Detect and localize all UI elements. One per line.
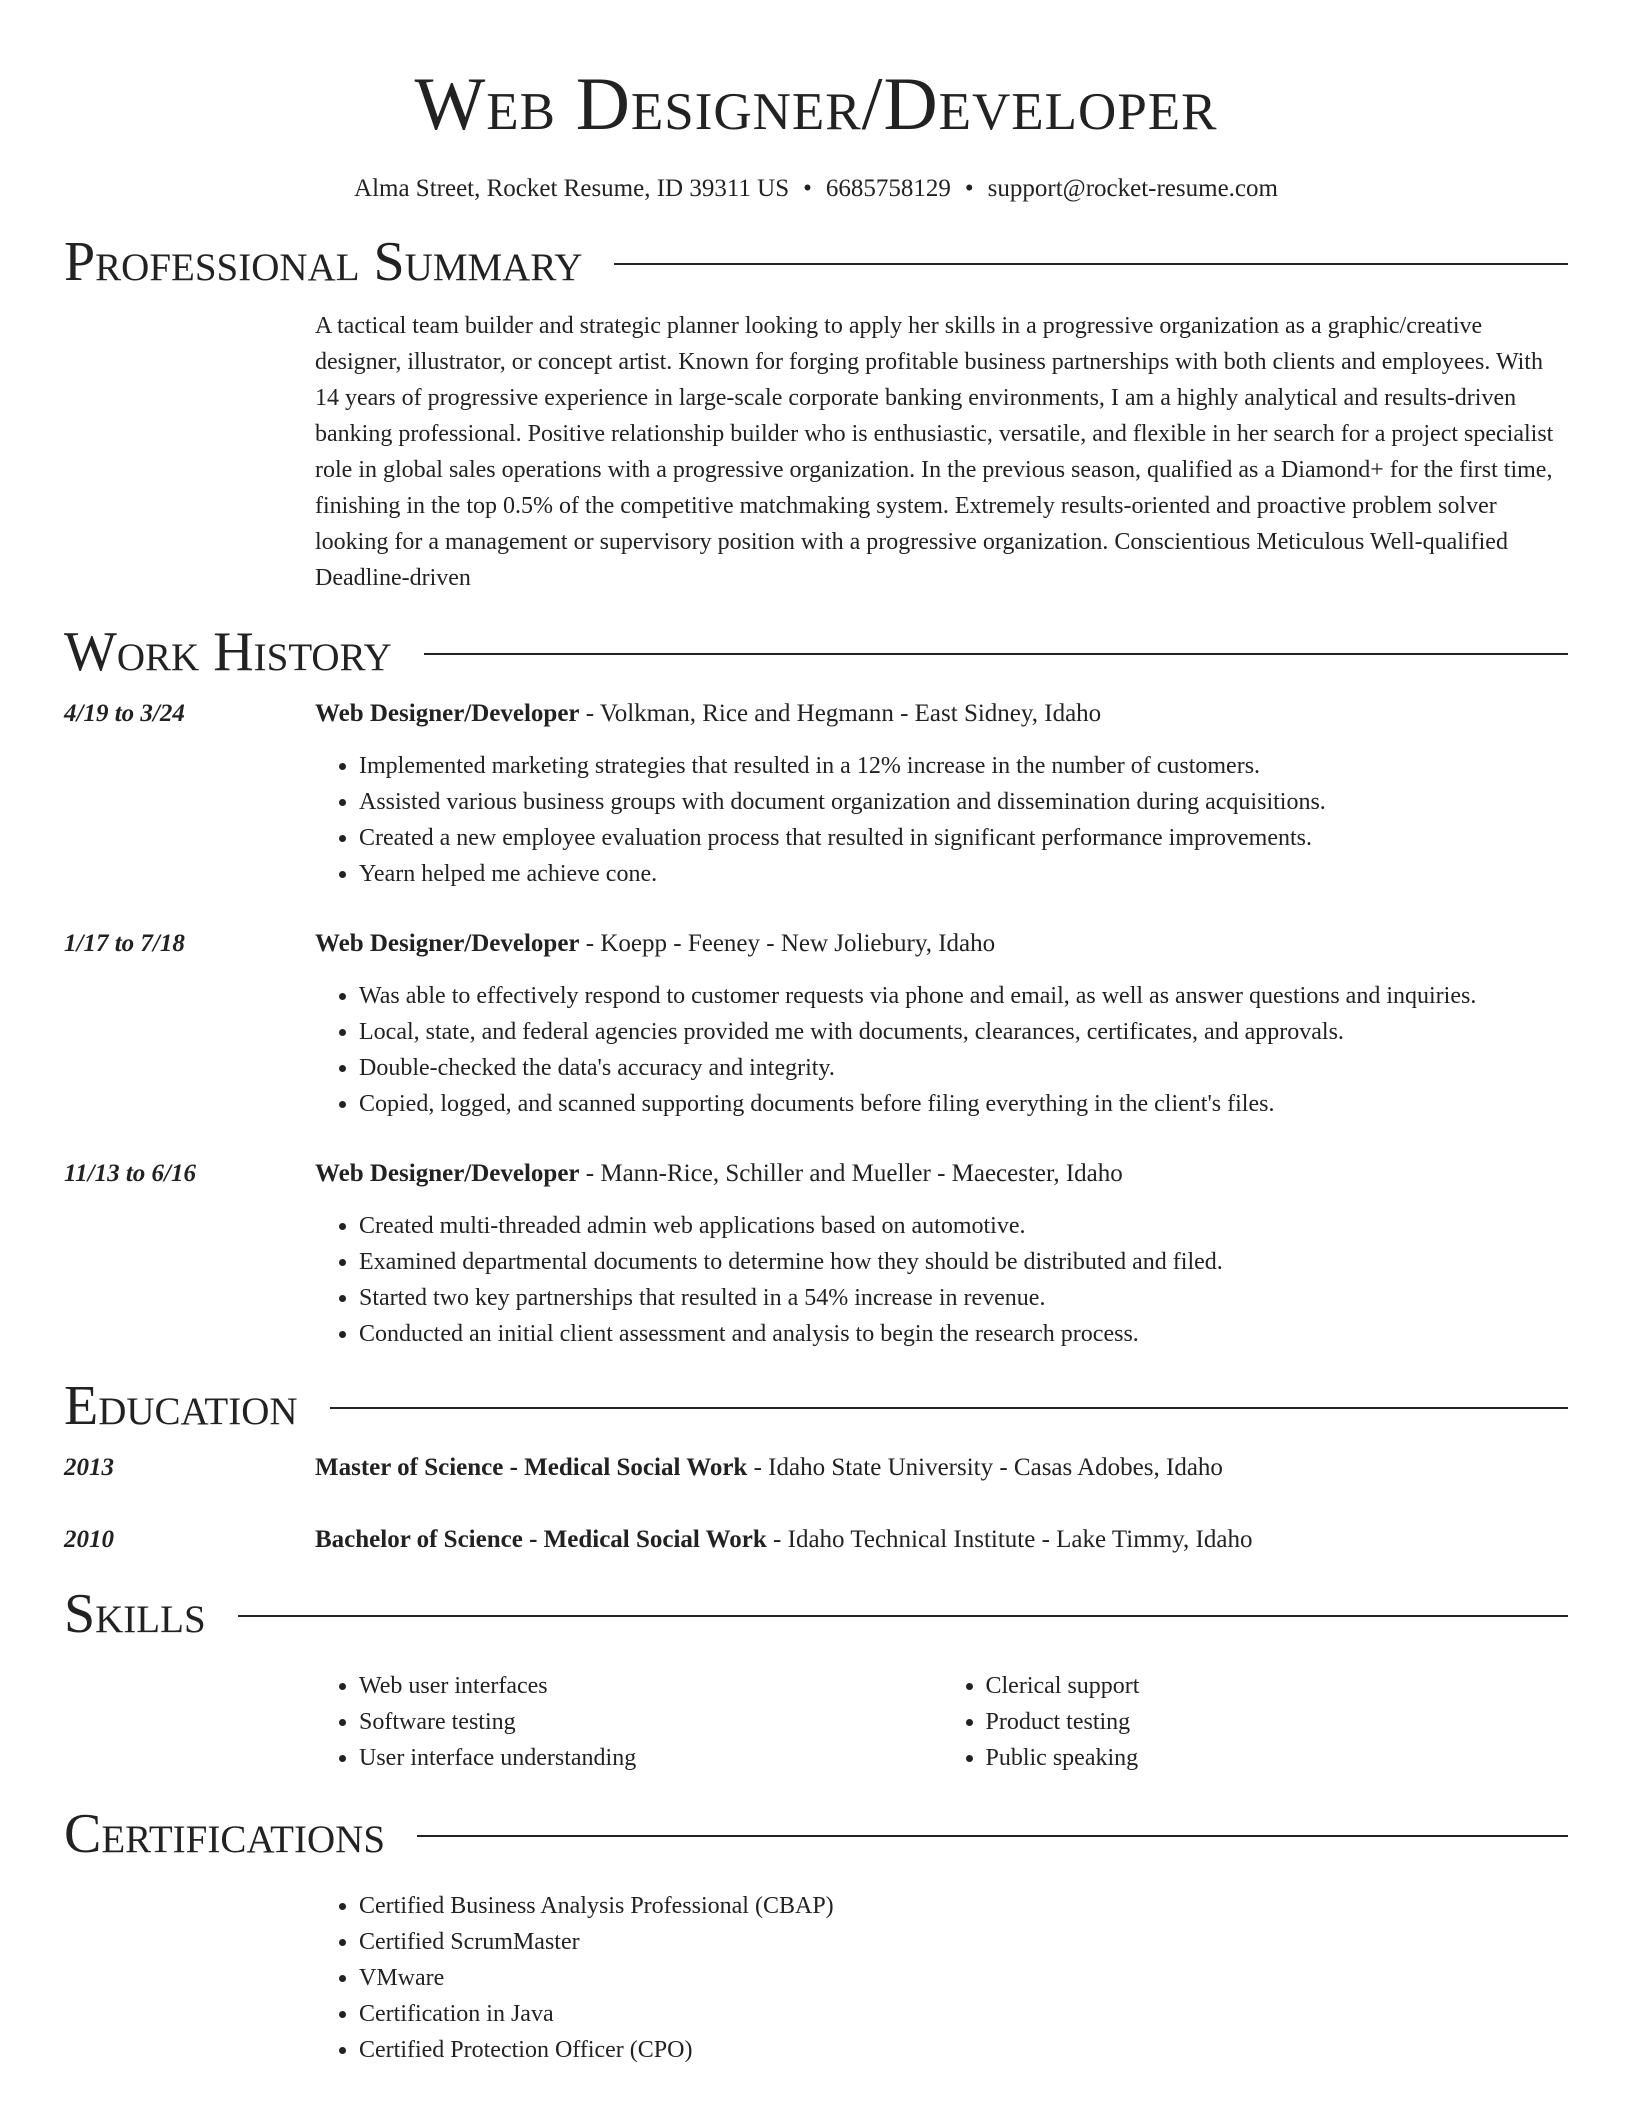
section-divider	[614, 263, 1568, 265]
section-header-skills	[64, 1582, 1568, 1646]
contact-phone: 6685758129	[825, 175, 951, 202]
job-employer: - Koepp - Feeney - New Joliebury, Idaho	[579, 930, 996, 957]
list-item: • Local, state, and federal agencies provided me with documents, clearances, certificates, and approvals.	[359, 1014, 1568, 1050]
resume-title: Web Designer/Developer	[414, 63, 1218, 146]
job-entry	[64, 1156, 1568, 1352]
list-item: • Software testing	[359, 1704, 942, 1740]
job-title: Web Designer/Developer	[315, 1160, 580, 1187]
section-title-skills: Skills	[64, 1583, 206, 1645]
job-employer: - Volkman, Rice and Hegmann - East Sidney, Idaho	[579, 700, 1102, 727]
section-divider	[417, 1835, 1568, 1837]
section-title-education: Education	[64, 1375, 298, 1437]
certifications-list	[315, 1888, 1568, 2068]
list-item: • Was able to effectively respond to customer requests via phone and email, as well as answer questions and inquiries.	[359, 978, 1568, 1014]
job-bullets	[315, 978, 1568, 1122]
skills-column-1	[315, 1668, 942, 1776]
contact-separator: •	[964, 175, 974, 202]
list-item: • User interface understanding	[359, 1740, 942, 1776]
job-dates: 11/13 to 6/16	[64, 1160, 196, 1187]
list-item: • Copied, logged, and scanned supporting documents before filing everything in the client's files.	[359, 1086, 1568, 1122]
contact-address: Alma Street, Rocket Resume, ID 39311 US	[354, 175, 790, 202]
job-bullets	[315, 748, 1568, 892]
job-title: Web Designer/Developer	[315, 700, 580, 727]
job-bullets	[315, 1208, 1568, 1352]
education-year: 2010	[64, 1526, 114, 1553]
list-item: • Certified ScrumMaster	[359, 1924, 1568, 1960]
list-item: • Created a new employee evaluation process that resulted in significant performance improvements.	[359, 820, 1568, 856]
education-year: 2013	[64, 1454, 114, 1481]
job-entry	[64, 926, 1568, 1122]
section-header-summary	[64, 230, 1568, 294]
education-heading	[315, 1522, 1568, 1558]
resume-page	[64, 0, 1568, 2068]
list-item: • Examined departmental documents to determine how they should be distributed and filed.	[359, 1244, 1568, 1280]
skills-column-2	[942, 1668, 1569, 1776]
list-item: • Double-checked the data's accuracy and integrity.	[359, 1050, 1568, 1086]
list-item: • Certified Business Analysis Professional (CBAP)	[359, 1888, 1568, 1924]
job-heading	[315, 696, 1568, 732]
education-heading	[315, 1450, 1568, 1486]
school-detail: - Idaho Technical Institute - Lake Timmy, Idaho	[766, 1526, 1253, 1553]
job-title: Web Designer/Developer	[315, 930, 580, 957]
job-dates: 4/19 to 3/24	[64, 700, 185, 727]
degree-name: Bachelor of Science - Medical Social Work	[315, 1526, 767, 1553]
section-divider	[424, 653, 1568, 655]
list-item: • Web user interfaces	[359, 1668, 942, 1704]
job-entry	[64, 696, 1568, 892]
contact-line	[64, 172, 1568, 206]
school-detail: - Idaho State University - Casas Adobes, Idaho	[747, 1454, 1223, 1481]
section-header-work	[64, 620, 1568, 684]
list-item: • Product testing	[986, 1704, 1569, 1740]
list-item: • Public speaking	[986, 1740, 1569, 1776]
list-item: • VMware	[359, 1960, 1568, 1996]
section-title-certifications: Certifications	[64, 1803, 386, 1865]
education-entry	[64, 1522, 1568, 1558]
list-item: • Certification in Java	[359, 1996, 1568, 2032]
summary-text: A tactical team builder and strategic planner looking to apply her skills in a progressive organization as a graphic/creative designer, illustrator, or concept artist. Known for forging profitable business partnerships with both clients and employees. With 14 years of progressive experience in large-scale corporate banking environments, I am a highly analytical and results-driven banking professional. Positive relationship builder who is enthusiastic, versatile, and flexible in her search for a project specialist role in global sales operations with a progressive organization. In the previous season, qualified as a Diamond+ for the first time, finishing in the top 0.5% of the competitive matchmaking system. Extremely results-oriented and proactive problem solver looking for a management or supervisory position with a progressive organization. Conscientious Meticulous Well-qualified Deadline-driven	[315, 313, 1554, 591]
summary-block	[315, 308, 1568, 596]
list-item: • Started two key partnerships that resulted in a 54% increase in revenue.	[359, 1280, 1568, 1316]
list-item: • Clerical support	[986, 1668, 1569, 1704]
section-divider	[330, 1407, 1568, 1409]
section-title-work: Work History	[64, 621, 392, 683]
contact-email[interactable]: support@rocket-resume.com	[987, 175, 1278, 202]
education-entry	[64, 1450, 1568, 1486]
list-item: • Certified Protection Officer (CPO)	[359, 2032, 1568, 2068]
list-item: • Implemented marketing strategies that resulted in a 12% increase in the number of customers.	[359, 748, 1568, 784]
list-item: • Conducted an initial client assessment and analysis to begin the research process.	[359, 1316, 1568, 1352]
list-item: • Assisted various business groups with document organization and dissemination during acquisitions.	[359, 784, 1568, 820]
job-heading	[315, 926, 1568, 962]
job-employer: - Mann-Rice, Schiller and Mueller - Maecester, Idaho	[579, 1160, 1123, 1187]
contact-separator: •	[803, 175, 812, 202]
section-title-summary: Professional Summary	[64, 231, 583, 293]
degree-name: Master of Science - Medical Social Work	[315, 1454, 748, 1481]
certifications-block	[315, 1888, 1568, 2068]
section-header-certifications	[64, 1802, 1568, 1866]
section-divider	[238, 1615, 1568, 1617]
list-item: • Created multi-threaded admin web applications based on automotive.	[359, 1208, 1568, 1244]
skills-grid	[315, 1668, 1568, 1776]
list-item: • Yearn helped me achieve cone.	[359, 856, 1568, 892]
job-heading	[315, 1156, 1568, 1192]
section-header-education	[64, 1374, 1568, 1438]
job-dates: 1/17 to 7/18	[64, 930, 185, 957]
skills-block	[315, 1668, 1568, 1776]
